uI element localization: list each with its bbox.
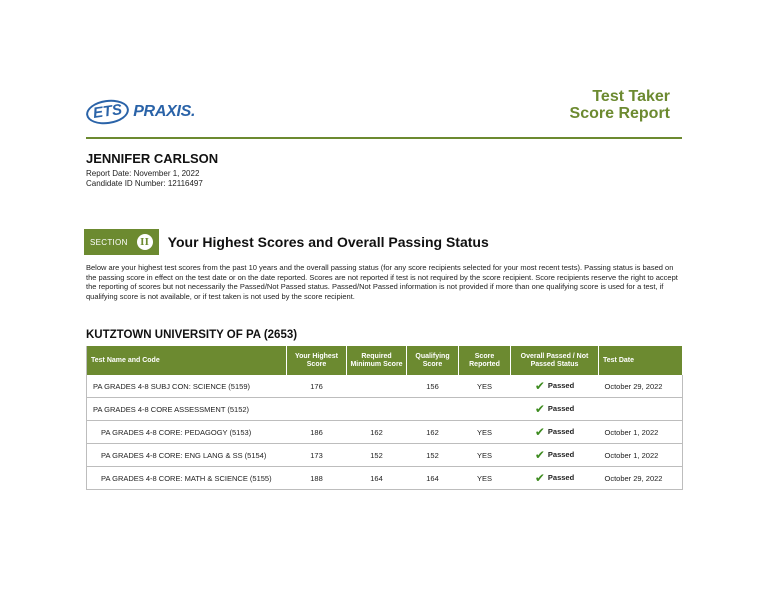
- ets-praxis-logo: [86, 100, 195, 124]
- report-title-line1: Test Taker: [592, 88, 670, 105]
- report-date: Report Date: November 1, 2022: [86, 169, 200, 178]
- status-text: Passed: [547, 427, 575, 436]
- section-number: II: [137, 234, 153, 250]
- candidate-info: [86, 169, 203, 189]
- section-header: [84, 229, 489, 255]
- cell-required-minimum: 152: [347, 444, 407, 467]
- cell-test-date: October 29, 2022: [599, 375, 683, 398]
- cell-highest-score: 186: [287, 421, 347, 444]
- cell-required-minimum: [347, 375, 407, 398]
- table-row: [87, 444, 683, 467]
- section-intro-text: Below are your highest test scores from the past 10 years and the overall passing status (for any score recipients selected for your most recent tests). Passing status is based on the passing score in effect on the test date or on the date reported. Scores are not reported if test is not required by the score recipient. Score recipients reserve the right to accept the reporting of scores but not necessarily the Passed/Not Passed status. Passed/Not Passed information is not provided if more than one qualifying score is used for a test, if qualifying score is not available, or if test taken is not used by the score recipient.: [86, 263, 678, 301]
- cell-score-reported: YES: [459, 444, 511, 467]
- cell-test-date: October 1, 2022: [599, 444, 683, 467]
- cell-test-name: PA GRADES 4-8 CORE: ENG LANG & SS (5154): [87, 444, 287, 467]
- section-label: SECTION: [90, 237, 128, 247]
- header-qualifying-score: Qualifying Score: [407, 346, 459, 375]
- checkmark-icon: ✔: [534, 424, 545, 439]
- cell-qualifying-score: 152: [407, 444, 459, 467]
- checkmark-icon: ✔: [534, 470, 545, 485]
- cell-required-minimum: [347, 398, 407, 421]
- cell-status: [511, 375, 599, 398]
- checkmark-icon: ✔: [534, 447, 545, 462]
- header-overall-status: Overall Passed / Not Passed Status: [511, 346, 599, 375]
- cell-test-name: PA GRADES 4-8 CORE: MATH & SCIENCE (5155): [87, 467, 287, 490]
- cell-score-reported: YES: [459, 421, 511, 444]
- cell-test-name: PA GRADES 4-8 SUBJ CON: SCIENCE (5159): [87, 375, 287, 398]
- cell-status: [511, 444, 599, 467]
- status-text: Passed: [547, 381, 575, 390]
- cell-required-minimum: 162: [347, 421, 407, 444]
- cell-score-reported: [459, 398, 511, 421]
- header-test-date: Test Date: [599, 346, 683, 375]
- header-divider: [86, 137, 682, 139]
- cell-required-minimum: 164: [347, 467, 407, 490]
- checkmark-icon: ✔: [534, 378, 545, 393]
- cell-test-name: PA GRADES 4-8 CORE ASSESSMENT (5152): [87, 398, 287, 421]
- table-row: [87, 467, 683, 490]
- cell-test-date: October 1, 2022: [599, 421, 683, 444]
- checkmark-icon: ✔: [534, 401, 545, 416]
- cell-status: [511, 467, 599, 490]
- header-score-reported: Score Reported: [459, 346, 511, 375]
- candidate-id: Candidate ID Number: 12116497: [86, 179, 203, 188]
- scores-table: [86, 346, 683, 490]
- ets-logo-mark: ETS: [85, 97, 131, 127]
- status-text: Passed: [547, 404, 575, 413]
- cell-highest-score: 188: [287, 467, 347, 490]
- cell-test-name: PA GRADES 4-8 CORE: PEDAGOGY (5153): [87, 421, 287, 444]
- section-heading: Your Highest Scores and Overall Passing Status: [167, 234, 489, 250]
- cell-status: [511, 398, 599, 421]
- cell-highest-score: 173: [287, 444, 347, 467]
- header-required-minimum: Required Minimum Score: [347, 346, 407, 375]
- cell-status: [511, 421, 599, 444]
- cell-qualifying-score: 164: [407, 467, 459, 490]
- header-test-name: Test Name and Code: [87, 346, 287, 375]
- table-header-row: [87, 346, 683, 375]
- cell-qualifying-score: 156: [407, 375, 459, 398]
- status-text: Passed: [547, 450, 575, 459]
- table-row: [87, 421, 683, 444]
- cell-qualifying-score: [407, 398, 459, 421]
- cell-test-date: [599, 398, 683, 421]
- status-text: Passed: [547, 473, 575, 482]
- cell-qualifying-score: 162: [407, 421, 459, 444]
- header-highest-score: Your Highest Score: [287, 346, 347, 375]
- report-title-line2: Score Report: [569, 105, 670, 122]
- cell-score-reported: YES: [459, 375, 511, 398]
- cell-score-reported: YES: [459, 467, 511, 490]
- institution-name: KUTZTOWN UNIVERSITY OF PA (2653): [86, 329, 298, 341]
- table-row: [87, 398, 683, 421]
- section-tag: [84, 229, 159, 255]
- praxis-wordmark: PRAXIS.: [133, 103, 196, 120]
- cell-test-date: October 29, 2022: [599, 467, 683, 490]
- report-title: [570, 88, 670, 122]
- cell-highest-score: 176: [287, 375, 347, 398]
- candidate-name: JENNIFER CARLSON: [86, 151, 219, 166]
- cell-highest-score: [287, 398, 347, 421]
- table-row: [87, 375, 683, 398]
